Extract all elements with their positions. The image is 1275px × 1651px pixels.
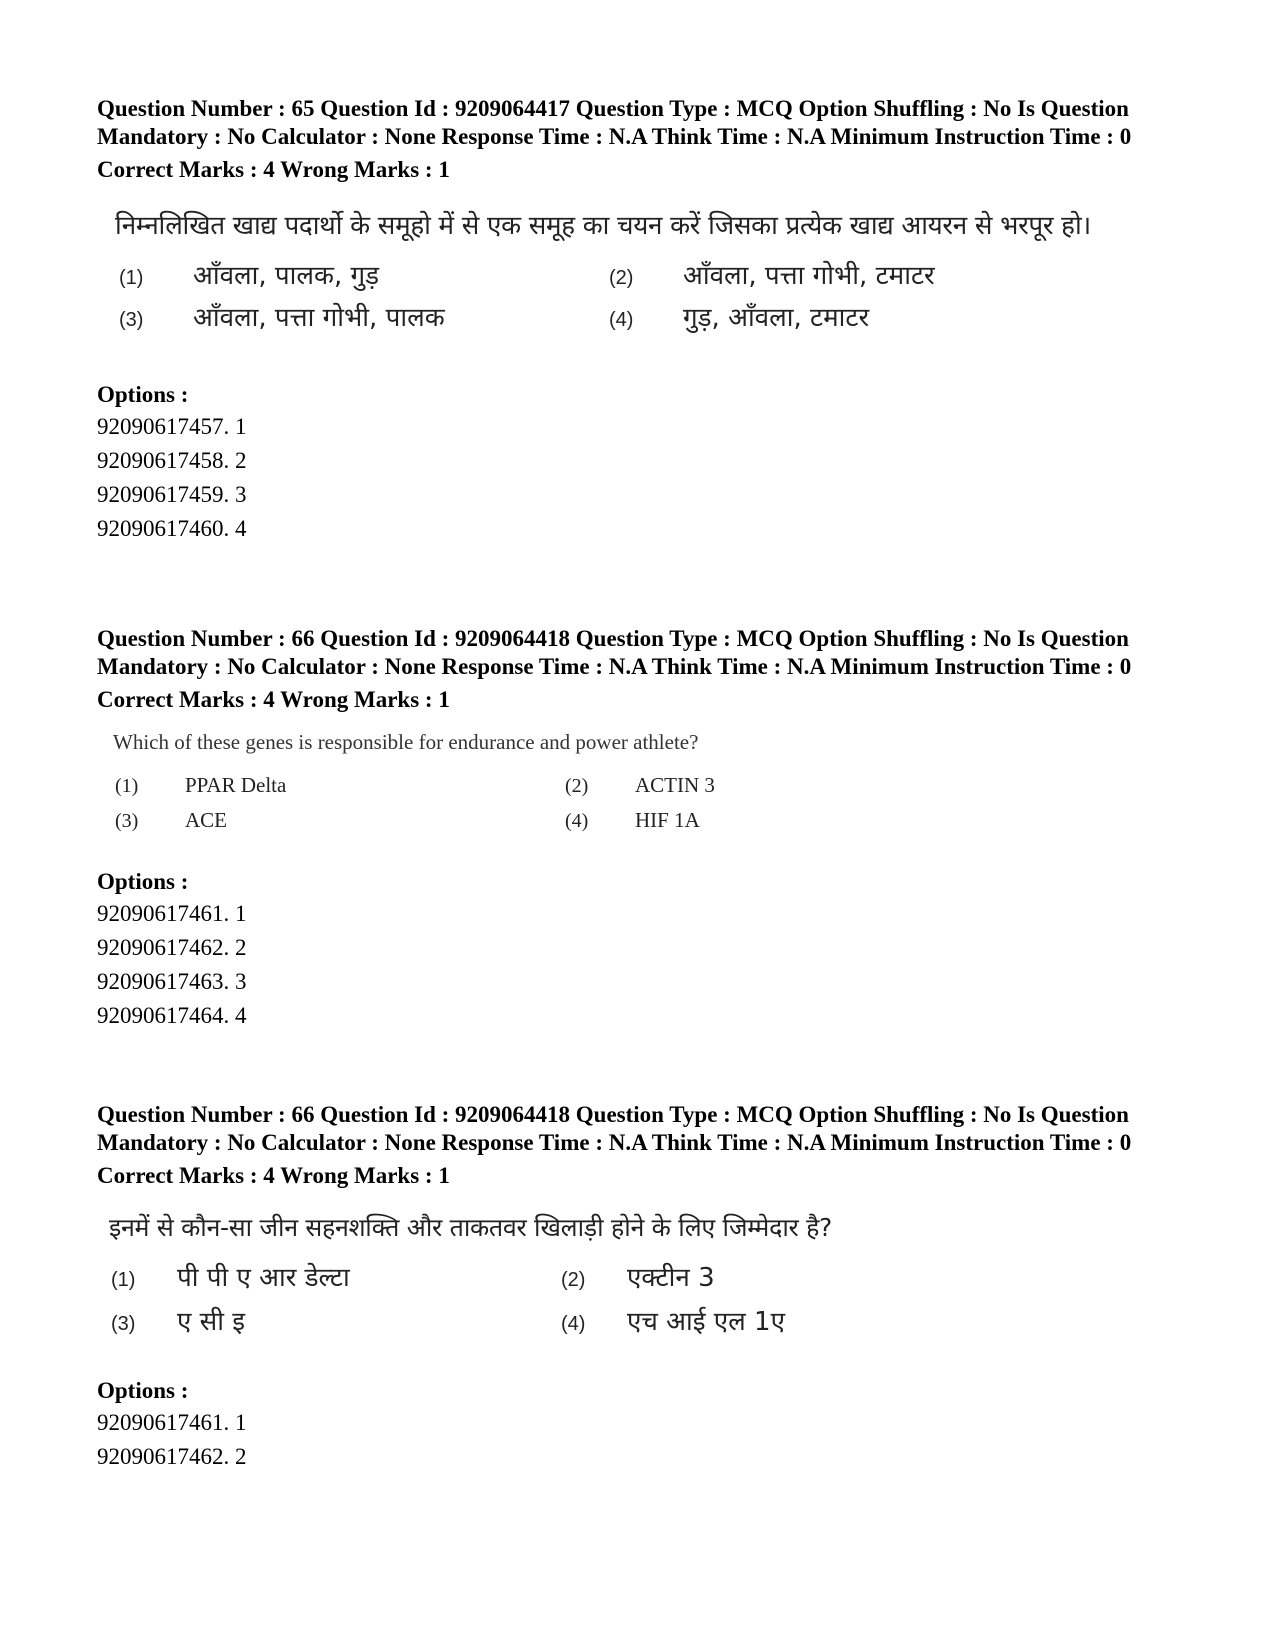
question-image [97,1210,1187,1338]
options-list [97,1376,1187,1474]
option-item: 92090617461. 1 [97,1410,247,1435]
option-item: 92090617462. 2 [97,1444,247,1469]
question-marks: Correct Marks : 4 Wrong Marks : 1 [97,687,450,712]
option-item: 92090617459. 3 [97,482,247,507]
choice-text: ACE [185,808,227,832]
question-block-66-en [97,625,1187,1033]
choice-grid [97,1258,1187,1338]
question-marks: Correct Marks : 4 Wrong Marks : 1 [97,157,450,182]
choice-number: (2) [561,1269,586,1291]
choice-grid [97,773,1187,833]
choice-text: एच आई एल 1ए [627,1307,785,1337]
options-title: Options : [97,382,189,407]
option-item: 92090617464. 4 [97,1003,247,1028]
choice-number: (3) [115,810,139,832]
question-text: निम्नलिखित खाद्य पदार्थो के समूहो में से एक समूह का चयन करें जिसका प्रत्येक खाद्य आयरन से भरपूर हो। [115,211,1091,241]
choice-number: (3) [119,309,144,331]
choice-3 [97,1302,547,1338]
choice-number: (3) [111,1313,136,1335]
question-block-66-hi [97,1101,1187,1474]
choice-text: पी पी ए आर डेल्टा [177,1263,350,1293]
option-item: 92090617458. 2 [97,448,247,473]
choice-text: आँवला, पत्ता गोभी, पालक [193,303,445,333]
choice-3 [97,298,587,334]
question-marks: Correct Marks : 4 Wrong Marks : 1 [97,1163,450,1188]
option-item: 92090617463. 3 [97,969,247,994]
options-list [97,380,1187,546]
choice-number: (1) [111,1269,136,1291]
options-title: Options : [97,1378,189,1403]
choice-number: (1) [115,775,139,797]
option-item: 92090617457. 1 [97,414,247,439]
options-title: Options : [97,869,189,894]
option-item: 92090617460. 4 [97,516,247,541]
question-image [97,730,1187,833]
question-block-65 [97,95,1187,546]
choice-text: एक्टीन 3 [627,1263,715,1293]
choice-number: (1) [119,267,144,289]
choice-text: गुड़, आँवला, टमाटर [683,303,870,333]
choice-4 [547,1302,997,1338]
choice-2 [547,1258,997,1294]
choice-3 [97,808,547,833]
choice-grid [97,256,1187,334]
question-meta: Question Number : 65 Question Id : 9209064417 Question Type : MCQ Option Shuffling : No Is Question Mandatory : No Calculator : None Response Time : N.A Think Time : N.A Minimum Instruction Time : 0 [97,96,1132,149]
option-item: 92090617461. 1 [97,901,247,926]
choice-1 [97,256,587,292]
choice-text: HIF 1A [635,808,700,832]
options-list [97,867,1187,1033]
choice-text: आँवला, पालक, गुड़ [193,261,380,291]
question-image [97,206,1187,334]
choice-text: ए सी इ [177,1307,245,1337]
choice-text: आँवला, पत्ता गोभी, टमाटर [683,261,935,291]
choice-2 [547,773,997,798]
choice-2 [587,256,1077,292]
choice-number: (2) [609,267,634,289]
choice-number: (4) [565,810,589,832]
option-item: 92090617462. 2 [97,935,247,960]
choice-number: (2) [565,775,589,797]
choice-text: PPAR Delta [185,773,287,797]
choice-1 [97,773,547,798]
question-text: Which of these genes is responsible for endurance and power athlete? [113,730,699,754]
question-meta: Question Number : 66 Question Id : 9209064418 Question Type : MCQ Option Shuffling : No Is Question Mandatory : No Calculator : None Response Time : N.A Think Time : N.A Minimum Instruction Time : 0 [97,626,1132,679]
choice-number: (4) [561,1313,586,1335]
choice-1 [97,1258,547,1294]
question-meta: Question Number : 66 Question Id : 9209064418 Question Type : MCQ Option Shuffling : No Is Question Mandatory : No Calculator : None Response Time : N.A Think Time : N.A Minimum Instruction Time : 0 [97,1102,1132,1155]
choice-4 [587,298,1077,334]
choice-text: ACTIN 3 [635,773,715,797]
choice-number: (4) [609,309,634,331]
question-text: इनमें से कौन-सा जीन सहनशक्ति और ताकतवर खिलाड़ी होने के लिए जिम्मेदार है? [109,1213,833,1242]
choice-4 [547,808,997,833]
